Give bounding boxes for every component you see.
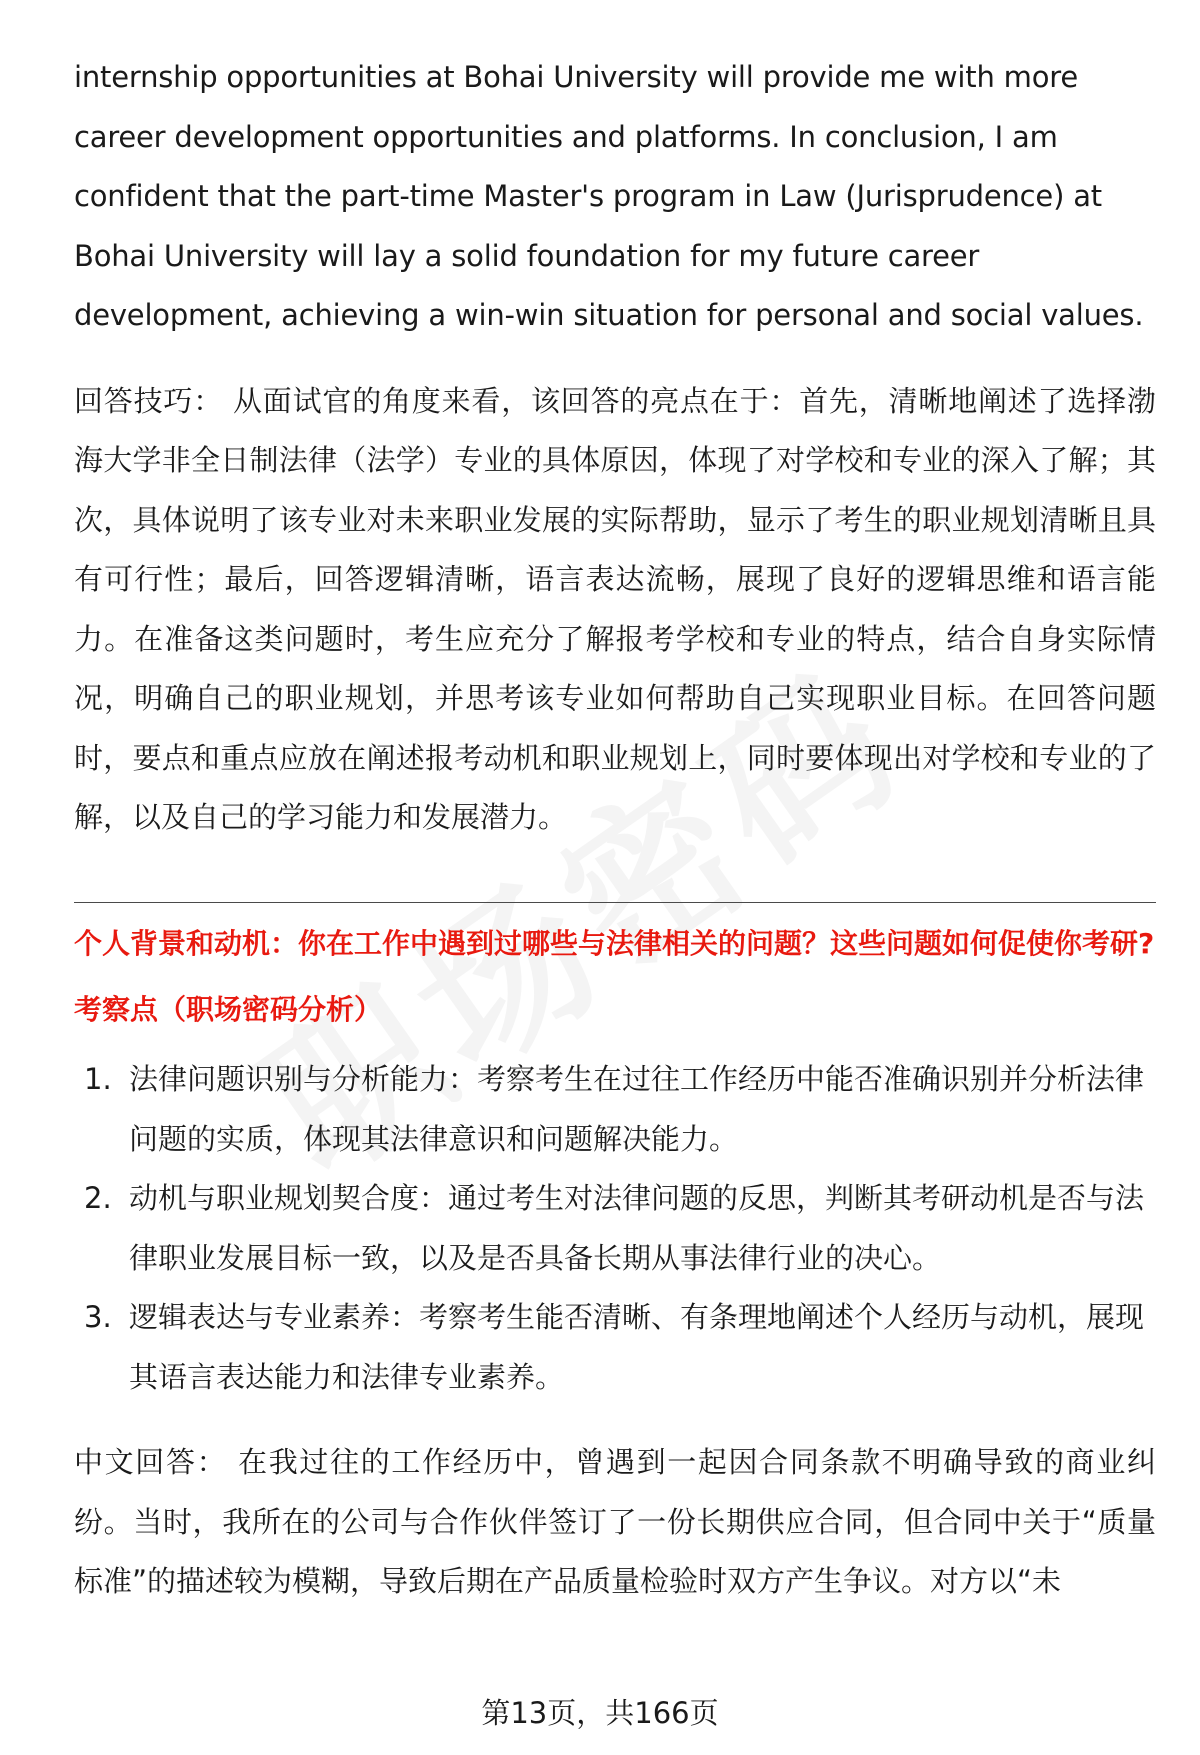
tips-paragraph: 回答技巧： 从面试官的角度来看，该回答的亮点在于：首先，清晰地阐述了选择渤海大学非全日制法律（法学）专业的具体原因，体现了对学校和专业的深入了解；其次，具体说明了该专业对未来职业发展的实际帮助，显示了考生的职业规划清晰且具有可行性；最后，回答逻辑清晰，语言表达流畅，展现了良好的逻辑思维和语言能力。在准备这类问题时，考生应充分了解报考学校和专业的特点，结合自身实际情况，明确自己的职业规划，并思考该专业如何帮助自己实现职业目标。在回答问题时，要点和重点应放在阐述报考动机和职业规划上，同时要体现出对学校和专业的了解，以及自己的学习能力和发展潜力。 [74,383,1156,834]
list-item [74,1288,1156,1407]
list-item-number: 3. [84,1300,112,1334]
list-item [74,1169,1156,1288]
question-section [74,924,1156,1612]
list-item-text: 逻辑表达与专业素养：考察考生能否清晰、有条理地阐述个人经历与动机，展现其语言表达能力和法律专业素养。 [129,1300,1145,1394]
list-item-number: 1. [84,1062,112,1096]
assessment-list [74,1050,1156,1407]
question-heading: 个人背景和动机：你在工作中遇到过哪些与法律相关的问题？这些问题如何促使你考研? [74,927,1155,960]
section-divider [74,902,1156,903]
list-item-number: 2. [84,1181,112,1215]
page-content [74,48,1156,848]
chinese-answer-paragraph: 中文回答： 在我过往的工作经历中，曾遇到一起因合同条款不明确导致的商业纠纷。当时，我所在的公司与合作伙伴签订了一份长期供应合同，但合同中关于“质量标准”的描述较为模糊，导致后期在产品质量检验时双方产生争议。对方以“未 [74,1445,1156,1598]
list-item [74,1050,1156,1169]
list-item-text: 动机与职业规划契合度：通过考生对法律问题的反思，判断其考研动机是否与法律职业发展目标一致，以及是否具备长期从事法律行业的决心。 [129,1181,1145,1275]
page-number: 第13页，共166页 [481,1696,719,1730]
list-item-text: 法律问题识别与分析能力：考察考生在过往工作经历中能否准确识别并分析法律问题的实质，体现其法律意识和问题解决能力。 [129,1062,1145,1156]
assessment-heading: 考察点（职场密码分析） [74,993,383,1026]
english-paragraph: internship opportunities at Bohai University will provide me with more career development opportunities and platforms. In conclusion, I am confident that the part-time Master's program in Law (Jurisprudence) at Bohai University will lay a solid foundation for my future career development, achieving a win-win situation for personal and social values. [74,60,1144,332]
